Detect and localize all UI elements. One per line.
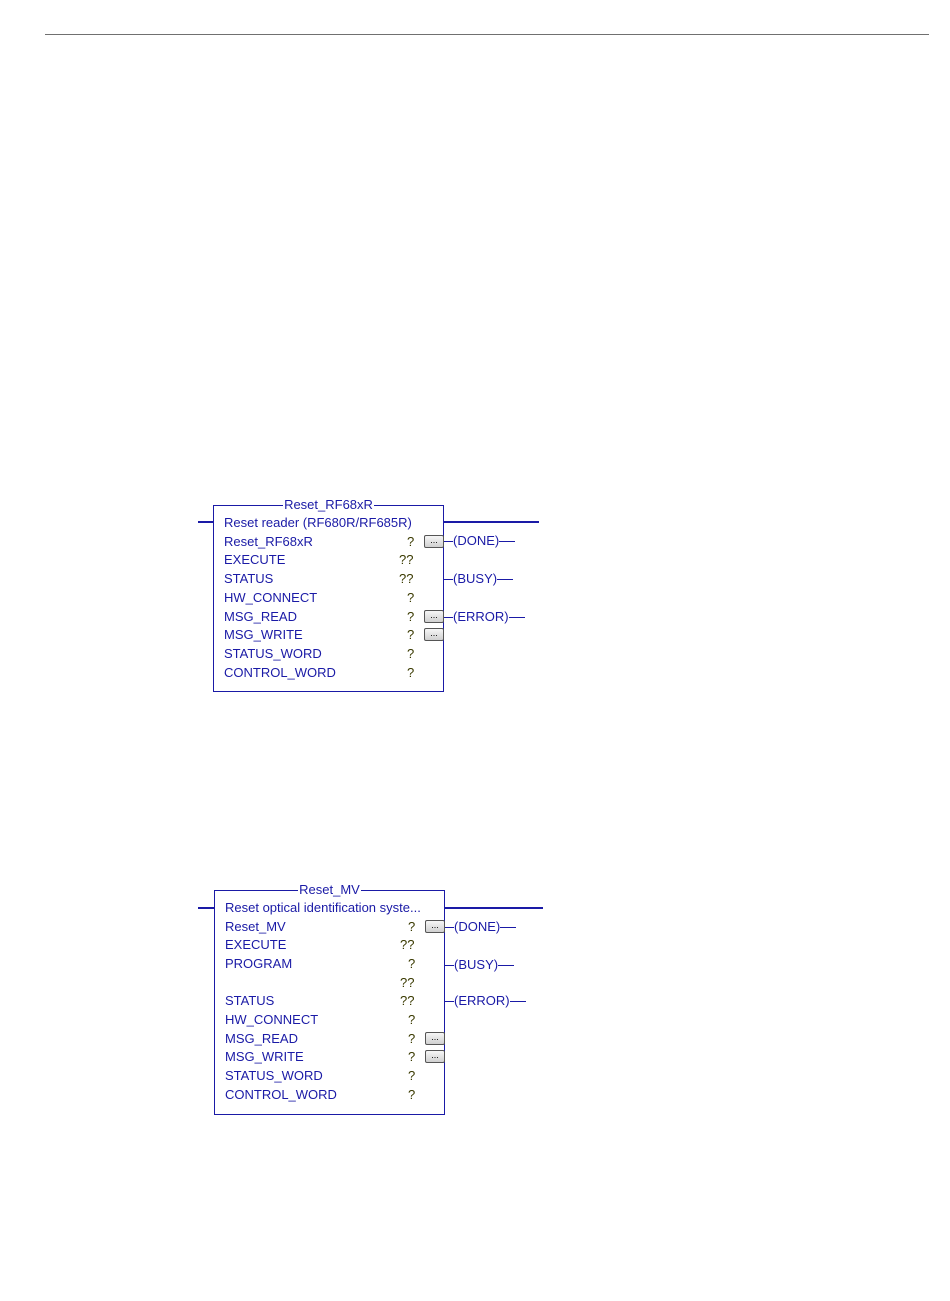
param-label: EXECUTE <box>224 552 286 567</box>
param-value[interactable]: ? <box>407 627 415 642</box>
param-value[interactable]: ? <box>407 665 415 680</box>
browse-button[interactable]: ... <box>425 920 445 933</box>
browse-button[interactable]: ... <box>425 1032 445 1045</box>
param-row <box>225 1048 445 1066</box>
coil-label: ERROR <box>457 609 505 624</box>
coil-label: BUSY <box>458 957 494 972</box>
param-label: Reset_RF68xR <box>224 534 313 549</box>
coil-label: BUSY <box>457 571 493 586</box>
param-row <box>224 570 444 588</box>
param-row <box>225 955 445 973</box>
block-title: Reset_RF68xR <box>284 497 373 512</box>
param-row <box>225 1011 445 1029</box>
param-label: Reset_MV <box>225 919 286 934</box>
param-value[interactable]: ?? <box>399 571 414 586</box>
param-row <box>224 589 444 607</box>
param-label: STATUS <box>224 571 274 586</box>
left-rung-wire <box>198 907 215 909</box>
param-row <box>225 992 445 1010</box>
param-label: MSG_READ <box>224 609 297 624</box>
function-block-reset-mv[interactable] <box>214 882 445 1115</box>
block-description: Reset optical identification syste... <box>225 900 421 915</box>
block-title: Reset_MV <box>299 882 360 897</box>
param-label: STATUS_WORD <box>224 646 322 661</box>
output-coil-busy[interactable]: (BUSY) <box>445 956 514 974</box>
param-value[interactable]: ?? <box>399 552 414 567</box>
function-block-reset-rf68xr[interactable] <box>213 497 444 692</box>
right-rung-wire <box>443 521 539 523</box>
output-coil-error[interactable]: (ERROR) <box>444 608 525 626</box>
param-row <box>224 551 444 569</box>
param-row <box>225 974 445 992</box>
param-value[interactable]: ? <box>408 956 416 971</box>
param-label: MSG_WRITE <box>224 627 303 642</box>
param-value[interactable]: ? <box>408 1087 416 1102</box>
param-value[interactable]: ? <box>408 1031 416 1046</box>
param-value[interactable]: ?? <box>400 993 415 1008</box>
coil-label: ERROR <box>458 993 506 1008</box>
block-description: Reset reader (RF680R/RF685R) <box>224 515 412 530</box>
param-value[interactable]: ? <box>408 1068 416 1083</box>
coil-label: DONE <box>458 919 496 934</box>
param-row <box>225 936 445 954</box>
param-value[interactable]: ?? <box>400 975 415 990</box>
output-coil-done[interactable]: (DONE) <box>445 918 516 936</box>
param-row <box>224 645 444 663</box>
param-label: MSG_WRITE <box>225 1049 304 1064</box>
param-label: STATUS <box>225 993 275 1008</box>
header-rule <box>45 34 929 35</box>
param-row <box>225 1067 445 1085</box>
param-value[interactable]: ? <box>407 609 415 624</box>
browse-button[interactable]: ... <box>424 610 444 623</box>
param-value[interactable]: ? <box>408 919 416 934</box>
param-label: STATUS_WORD <box>225 1068 323 1083</box>
output-coil-busy[interactable]: (BUSY) <box>444 570 513 588</box>
param-label: EXECUTE <box>225 937 287 952</box>
param-label: MSG_READ <box>225 1031 298 1046</box>
param-value[interactable]: ? <box>407 646 415 661</box>
output-coil-done[interactable]: (DONE) <box>444 532 515 550</box>
param-label: CONTROL_WORD <box>225 1087 337 1102</box>
right-rung-wire <box>444 907 543 909</box>
browse-button[interactable]: ... <box>424 628 444 641</box>
param-value[interactable]: ? <box>407 534 415 549</box>
param-value[interactable]: ? <box>408 1012 416 1027</box>
browse-button[interactable]: ... <box>425 1050 445 1063</box>
param-value[interactable]: ? <box>408 1049 416 1064</box>
param-label: HW_CONNECT <box>224 590 318 605</box>
param-row <box>224 533 444 551</box>
param-value[interactable]: ?? <box>400 937 415 952</box>
param-row <box>224 626 444 644</box>
browse-button[interactable]: ... <box>424 535 444 548</box>
param-row <box>225 1030 445 1048</box>
param-row <box>225 1086 445 1104</box>
param-label: PROGRAM <box>225 956 293 971</box>
param-label: CONTROL_WORD <box>224 665 336 680</box>
param-row <box>224 608 444 626</box>
param-row <box>224 664 444 682</box>
left-rung-wire <box>198 521 214 523</box>
coil-label: DONE <box>457 533 495 548</box>
output-coil-error[interactable]: (ERROR) <box>445 992 526 1010</box>
param-label: HW_CONNECT <box>225 1012 319 1027</box>
param-value[interactable]: ? <box>407 590 415 605</box>
param-row <box>225 918 445 936</box>
